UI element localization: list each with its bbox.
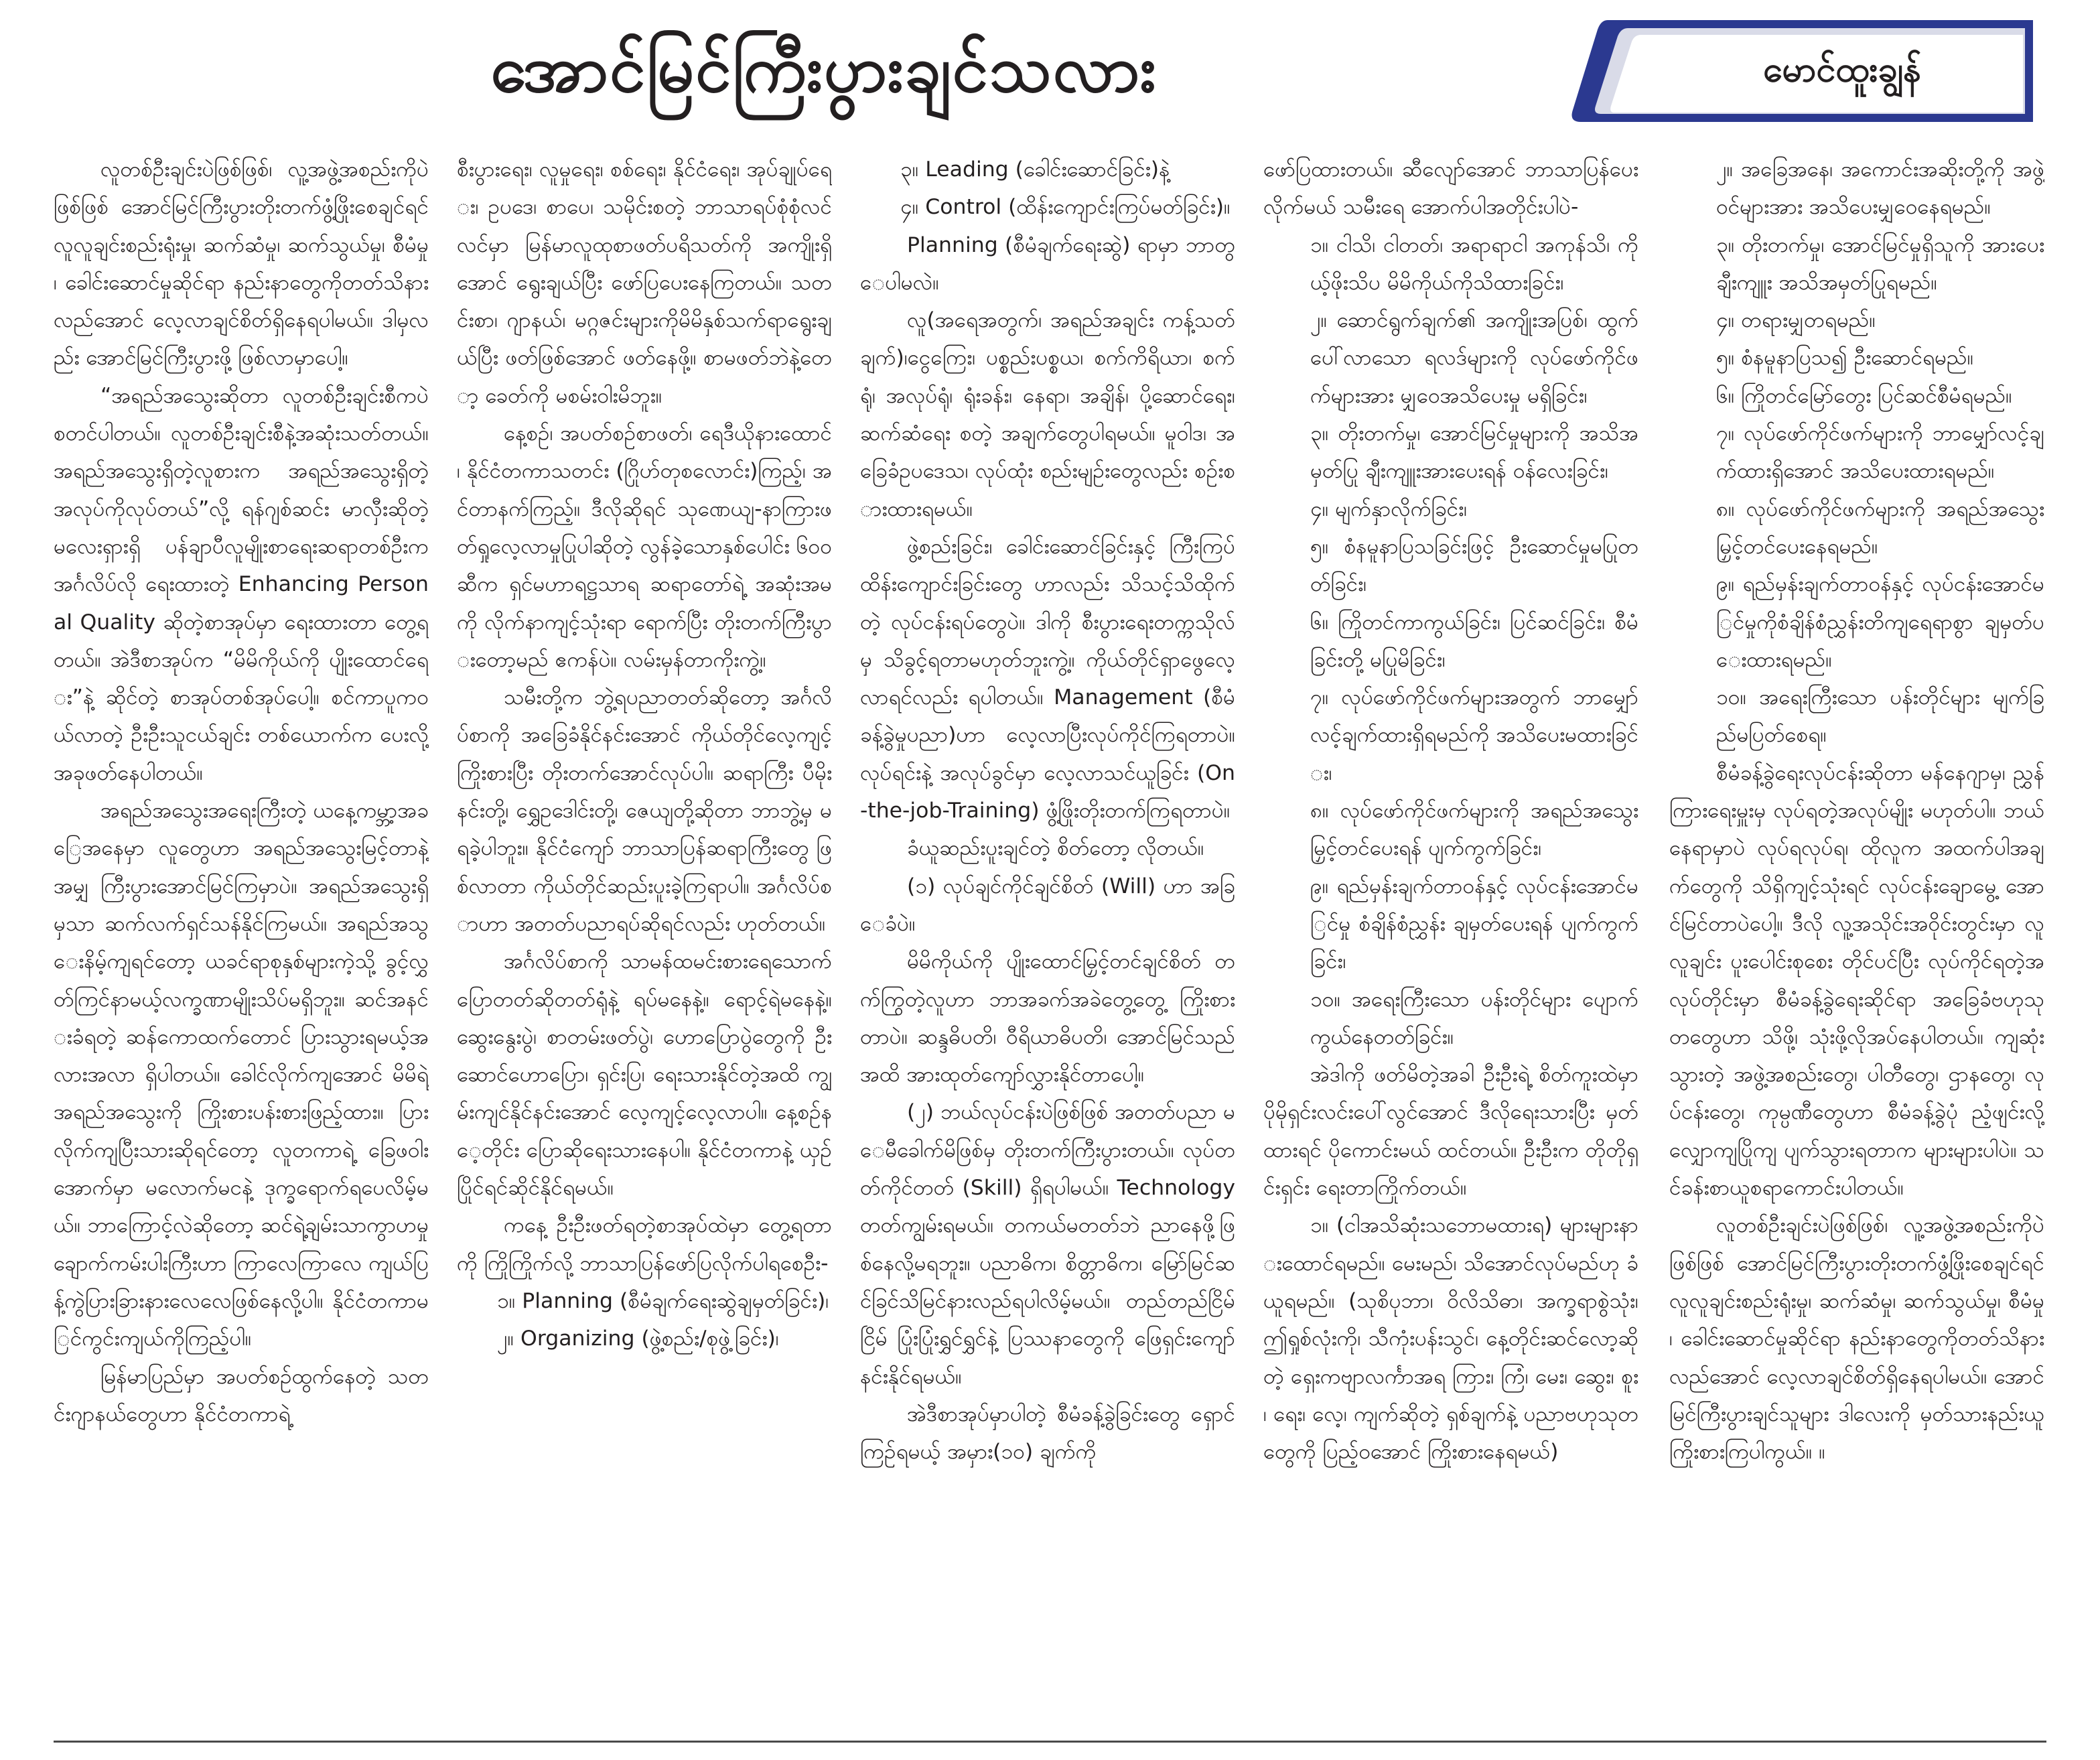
list-item: ၁၀။ အရေးကြီးသော ပန်းတိုင်များ မျက်ခြည်မပြတ်စေရ။	[1716, 685, 2044, 748]
byline-box	[1561, 15, 2038, 125]
paragraph: အဲဒါကို ဖတ်မိတဲ့အခါ ဦးဦးရဲ့ စိတ်ကူးထဲမှာ ပိုမိုရှင်းလင်းပေါ်လွင်အောင် ဒီလိုရေးသားပြီး မှတ်ထားရင် ပိုကောင်းမယ် ထင်တယ်။ ဦးဦးက တိုတိုရှင်းရှင်း ရေးတာကြိုက်တယ်။	[1263, 1063, 1638, 1201]
column-1	[54, 151, 429, 1718]
paragraph: သမီးတို့က ဘွဲ့ရပညာတတ်ဆိုတော့ အင်္ဂလိပ်စာကို အခြေခံနိုင်နင်းအောင် ကိုယ်တိုင်လေ့ကျင့်ကြိုးစားပြီး တိုးတက်အောင်လုပ်ပါ။ ဆရာကြီး ပီမိုးနင်းတို့၊ ရွှေဥဒေါင်းတို့၊ ဇေယျတို့ဆိုတာ ဘာဘွဲ့မှ မရခဲ့ပါဘူး။ နိုင်ငံကျော် ဘာသာပြန်ဆရာကြီးတွေ ဖြစ်လာတာ ကိုယ်တိုင်ဆည်းပူးခဲ့ကြရာပါ။ အင်္ဂလိပ်စာဟာ အတတ်ပညာရပ်ဆိုရင်လည်း ဟုတ်တယ်။	[457, 685, 832, 936]
list-item: ၅။ စံနမူနာပြသခြင်းဖြင့် ဦးဆောင်မှုမပြုတတ်ခြင်း၊	[1310, 534, 1638, 597]
paragraph: အဲဒီစာအုပ်မှာပါတဲ့ စီမံခန့်ခွဲခြင်းတွေ ရှောင်ကြဉ်ရမယ့် အမှား(၁၀) ချက်ကို	[860, 1402, 1235, 1465]
paragraph: မိမိကိုယ်ကို ပျိုးထောင်မြှင့်တင်ချင်စိတ် တက်ကြွတဲ့လူဟာ ဘာအခက်အခဲတွေ့တွေ့ ကြိုးစားတာပဲ။ ဆန္ဒဓိပတိ၊ ဝီရိယာဓိပတိ၊ အောင်မြင်သည်အထိ အားထုတ်ကျော်လွှားနိုင်တာပေါ့။	[860, 949, 1235, 1087]
column-5	[1669, 151, 2044, 1718]
list-item: ၁။ Planning (စီမံချက်ရေးဆွဲချမှတ်ခြင်း)၊	[497, 1288, 829, 1313]
article-headline: အောင်မြင်ကြီးပွားချင်သလား	[490, 31, 1158, 107]
paragraph: ဖွဲ့စည်းခြင်း၊ ခေါင်းဆောင်ခြင်းနှင့် ကြီးကြပ်ထိန်းကျောင်းခြင်းတွေ ဟာလည်း သိသင့်သိထိုက်တဲ့ လုပ်ငန်းရပ်တွေပဲ။ ဒါကို စီးပွားရေးတက္ကသိုလ်မှ သိခွင့်ရတာမဟုတ်ဘူးကွဲ့။ ကိုယ်တိုင်ရှာဖွေလေ့လာရင်လည်း ရပါတယ်။ Management (စီမံခန့်ခွဲမှုပညာ)ဟာ လေ့လာပြီးလုပ်ကိုင်ကြရတာပဲ။ လုပ်ရင်းနဲ့ အလုပ်ခွင်မှာ လေ့လာသင်ယူခြင်း (On-the-job-Training) ဖွံ့ဖြိုးတိုးတက်ကြရတာပဲ။	[860, 534, 1235, 823]
paragraph: ကနေ့ ဦးဦးဖတ်ရတဲ့စာအုပ်ထဲမှာ တွေ့ရတာကို ကြိုကြိုက်လို့ ဘာသာပြန်ဖော်ပြလိုက်ပါရစေဦး-	[457, 1213, 832, 1276]
paragraph: စီမံခန့်ခွဲရေးလုပ်ငန်းဆိုတာ မန်နေဂျာမှ၊ ညွှန်ကြားရေးမှူးမှ လုပ်ရတဲ့အလုပ်မျိုး မဟုတ်ပါ။ ဘယ်နေရာမှာပဲ လုပ်ရလုပ်ရ၊ ထိုလူက အထက်ပါအချက်တွေကို သိရှိကျင့်သုံးရင် လုပ်ငန်းချောမွေ့ အောင်မြင်တာပဲပေါ့။ ဒီလို လူ့အသိုင်းအဝိုင်းတွင်းမှာ လူလူချင်း ပူးပေါင်းစုစေး တိုင်ပင်ပြီး လုပ်ကိုင်ရတဲ့အလုပ်တိုင်းမှာ စီမံခန့်ခွဲရေးဆိုင်ရာ အခြေခံဗဟုသုတတွေဟာ သိဖို့၊ သုံးဖို့လိုအပ်နေပါတယ်။ ကျဆုံးသွားတဲ့ အဖွဲ့အစည်းတွေ၊ ပါတီတွေ၊ ဌာနတွေ၊ လုပ်ငန်းတွေ၊ ကုမ္ပဏီတွေဟာ စီမံခန့်ခွဲပုံ ညံ့ဖျင်းလို့ လျှောကျပြိုကျ ပျက်သွားရတာက များများပါပဲ။ သင်ခန်းစာယူစရာကောင်းပါတယ်။	[1669, 760, 2044, 1201]
article-body	[54, 151, 2046, 1718]
paragraph: မြန်မာပြည်မှာ အပတ်စဉ်ထွက်နေတဲ့ သတင်းဂျာနယ်တွေဟာ နိုင်ငံတကာရဲ့	[54, 1364, 429, 1426]
paragraph: Planning (စီမံချက်ရေးဆွဲ) ရာမှာ ဘာတွေပါမလဲ။	[860, 232, 1235, 295]
column-4	[1263, 151, 1638, 1718]
paragraph: လူတစ်ဦးချင်းပဲဖြစ်ဖြစ်၊ လူ့အဖွဲ့အစည်းကိုပဲဖြစ်ဖြစ် အောင်မြင်ကြီးပွားတိုးတက်ဖွံ့ဖြိုးစေချင်ရင် လူလူချင်းစည်းရုံးမှု၊ ဆက်ဆံမှု၊ ဆက်သွယ်မှု၊ စီမံမှု၊ ခေါင်းဆောင်မှုဆိုင်ရာ နည်းနာတွေကိုတတ်သိနားလည်အောင် လေ့လာချင်စိတ်ရှိနေရပါမယ်။ ဒါမှလည်း အောင်မြင်ကြီးပွားဖို့ ဖြစ်လာမှာပေါ့။	[54, 157, 429, 370]
column-2	[457, 151, 832, 1718]
list-item: ၈။ လုပ်ဖော်ကိုင်ဖက်များကို အရည်အသွေးမြှင့်တင်ပေးနေရမည်။	[1716, 496, 2044, 559]
list-item: ၉။ ရည်မှန်းချက်တာဝန်နှင့် လုပ်ငန်းအောင်မြင်မှုကိုစံချိန်စံညွှန်းတိကျရေရာစွာ ချမှတ်ပေးထားရမည်။	[1716, 572, 2044, 672]
paragraph: အရည်အသွေးအရေးကြီးတဲ့ ယနေ့ကမ္ဘာ့အခြေအနေမှာ လူတွေဟာ အရည်အသွေးမြင့်တာနဲ့အမျှ ကြီးပွားအောင်မြင်ကြမှာပဲ။ အရည်အသွေးရှိမှသာ ဆက်လက်ရှင်သန်နိုင်ကြမယ်။ အရည်အသွေးနိမ့်ကျရင်တော့ ယခင်ရာစုနှစ်များကဲ့သို့ ခွင့်လွှတ်ကြင်နာမယ့်လက္ခဏာမျိုးသိပ်မရှိဘူး။ ဆင်အနင်းခံရတဲ့ ဆန်ကောထက်တောင် ပြားသွားရမယ့်အလားအလာ ရှိပါတယ်။ ခေါင်လိုက်ကျအောင် မိမိရဲ့ အရည်အသွေးကို ကြိုးစားပန်းစားဖြည့်ထား။ ပြားလိုက်ကျပြီးသားဆိုရင်တော့ လူတကာရဲ့ ခြေဖဝါးအောက်မှာ မလောက်မငနဲ့ ဒုက္ခရောက်ရပေလိမ့်မယ်။ ဘာကြောင့်လဲဆိုတော့ ဆင်ရဲ့ချမ်းသာကွာဟမှုချောက်ကမ်းပါးကြီးဟာ ကြာလေကြာလေ ကျယ်ပြန့်ကွဲပြားခြားနားလေလေဖြစ်နေလို့ပါ။ နိုင်ငံတကာမြင်ကွင်းကျယ်ကိုကြည့်ပါ။	[54, 799, 429, 1351]
list-item: ၅။ စံနမူနာပြသ၍ ဦးဆောင်ရမည်။	[1716, 346, 1974, 370]
list-item: ၃။ တိုးတက်မှု၊ အောင်မြင်မှုများကို အသိအမှတ်ပြု ချီးကျူးအားပေးရန် ဝန်လေးခြင်း၊	[1310, 421, 1638, 484]
paragraph: ဖော်ပြထားတယ်။ ဆီလျော်အောင် ဘာသာပြန်ပေးလိုက်မယ် သမီးရေ အောက်ပါအတိုင်းပါပဲ-	[1263, 157, 1638, 220]
paragraph: ခံယူဆည်းပူးချင်တဲ့ စိတ်တော့ လိုတယ်။	[907, 836, 1204, 861]
paragraph: “အရည်အသွေးဆိုတာ လူတစ်ဦးချင်းစီကပဲ စတင်ပါတယ်။ လူတစ်ဦးချင်းစီနဲ့အဆုံးသတ်တယ်။ အရည်အသွေးရှိတဲ့လူစားက အရည်အသွေးရှိတဲ့ အလုပ်ကိုလုပ်တယ်”လို့ ရန်ဂျစ်ဆင်း မာလှီးဆိုတဲ့ မလေးရှားရှိ ပန်ချာပီလူမျိုးစာရေးဆရာတစ်ဦးက အင်္ဂလိပ်လို ရေးထားတဲ့ Enhancing Personal Quality ဆိုတဲ့စာအုပ်မှာ ရေးထားတာ တွေ့ရတယ်။ အဲဒီစာအုပ်က “မိမိကိုယ်ကို ပျိုးထောင်ရေး”နဲ့ ဆိုင်တဲ့ စာအုပ်တစ်အုပ်ပေါ့။ စင်ကာပူကဝယ်လာတဲ့ ဦးဦးသူငယ်ချင်း တစ်ယောက်က ပေးလို့ အခုဖတ်နေပါတယ်။	[54, 383, 429, 785]
paragraph: အင်္ဂလိပ်စာကို သာမန်ထမင်းစားရေသောက် ပြောတတ်ဆိုတတ်ရုံနဲ့ ရပ်မနေနဲ့။ ရောင့်ရဲမနေနဲ့။ ဆွေးနွေးပွဲ၊ စာတမ်းဖတ်ပွဲ၊ ဟောပြောပွဲတွေကို ဦးဆောင်ဟောပြော၊ ရှင်းပြ၊ ရေးသားနိုင်တဲ့အထိ ကျွမ်းကျင်နိုင်နင်းအောင် လေ့ကျင့်လေ့လာပါ။ နေ့စဉ်နေ့တိုင်း ပြောဆိုရေးသားနေပါ။ နိုင်ငံတကာနဲ့ ယှဉ်ပြိုင်ရင်ဆိုင်နိုင်ရမယ်။	[457, 949, 832, 1201]
list-item: ၄။ Control (ထိန်းကျောင်းကြပ်မတ်ခြင်း)။	[900, 195, 1231, 220]
list-item: ၆။ ကြိုတင်မြော်တွေး ပြင်ဆင်စီမံရမည်။	[1716, 383, 2012, 408]
list-item: ၂။ Organizing (ဖွဲ့စည်း/စုဖွဲ့ခြင်း)၊	[497, 1327, 779, 1351]
paragraph: စီးပွားရေး၊ လူမှုရေး၊ စစ်ရေး၊ နိုင်ငံရေး၊ အုပ်ချုပ်ရေး၊ ဥပဒေ၊ စာပေ၊ သမိုင်းစတဲ့ ဘာသာရပ်စုံစုံလင်လင်မှာ မြန်မာလူထုစာဖတ်ပရိသတ်ကို အကျိုးရှိအောင် ရွေးချယ်ပြီး ဖော်ပြပေးနေကြတယ်။ သတင်းစာ၊ ဂျာနယ်၊ မဂ္ဂဇင်းများကိုမိမိနှစ်သက်ရာရွေးချယ်ပြီး ဖတ်ဖြစ်အောင် ဖတ်နေဖို့။ စာမဖတ်ဘဲနဲ့တော့ ခေတ်ကို မစမ်းဝါးမိဘူး။	[457, 157, 832, 408]
list-item: ၆။ ကြိုတင်ကာကွယ်ခြင်း၊ ပြင်ဆင်ခြင်း၊ စီမံခြင်းတို့ မပြုမိခြင်း၊	[1310, 610, 1638, 672]
list-item: ၄။ မျက်နှာလိုက်ခြင်း၊	[1310, 496, 1468, 521]
paragraph: လူ(အရေအတွက်၊ အရည်အချင်း ကန့်သတ်ချက်)၊ငွေကြေး၊ ပစ္စည်းပစ္စယ၊ စက်ကိရိယာ၊ စက်ရုံ၊ အလုပ်ရုံ၊ ရုံးခန်း၊ နေရာ၊ အချိန်၊ ပို့ဆောင်ရေး၊ ဆက်ဆံရေး စတဲ့ အချက်တွေပါရမယ်။ မူဝါဒ၊ အခြေခံဥပဒေသ၊ လုပ်ထုံး စည်းမျဉ်းတွေလည်း စဉ်းစားထားရမယ်။	[860, 308, 1235, 521]
list-item: ၇။ လုပ်ဖော်ကိုင်ဖက်များအတွက် ဘာမျှော်လင့်ချက်ထားရှိရမည်ကို အသိပေးမထားခြင်း၊	[1310, 685, 1638, 785]
list-item: ၂။ ဆောင်ရွက်ချက်၏ အကျိုးအပြစ်၊ ထွက်ပေါ်လာသော ရလဒ်များကို လုပ်ဖော်ကိုင်ဖက်များအား မျှဝေအသိပေးမှု မရှိခြင်း၊	[1310, 308, 1638, 408]
list-item: ၁၀။ အရေးကြီးသော ပန်းတိုင်များ ပျောက်ကွယ်နေတတ်ခြင်း။	[1310, 987, 1638, 1049]
paragraph: ၁။ (ငါအသိဆုံးသဘောမထားရ) များများနားထောင်ရမည်။ မေးမည်၊ သိအောင်လုပ်မည်ဟု ခံယူရမည်။ (သုစိပုဘာ၊ ဝိလိသိဓာ၊ အက္ခရာစွဲသုံး၊ ဤရှုစ်လုံးကို၊ သီကုံးပန်းသွင်၊ နေ့တိုင်းဆင်လော့ဆိုတဲ့ ရှေးကဗျာလင်္ကာအရ ကြား၊ ကြံ၊ မေး၊ ဆွေး၊ စူး၊ ရေး၊ လေ့၊ ကျက်ဆိုတဲ့ ရှစ်ချက်နဲ့ ပညာဗဟုသုတတွေကို ပြည့်ဝအောင် ကြိုးစားနေရမယ်)	[1263, 1213, 1638, 1465]
paragraph: နေ့စဉ်၊ အပတ်စဉ်စာဖတ်၊ ရေဒီယိုနားထောင်၊ နိုင်ငံတကာသတင်း (ဂြိုဟ်တုစလောင်း)ကြည့်၊ အင်တာနက်ကြည့်။ ဒီလိုဆိုရင် သုဏေယျ-နာကြားဖတ်ရှုလေ့လာမှုပြုပါဆိုတဲ့ လွန်ခဲ့သောနှစ်ပေါင်း ၆၀၀ ဆီက ရှင်မဟာရဋ္ဌသာရ ဆရာတော်ရဲ့ အဆုံးအမကို လိုက်နာကျင့်သုံးရာ ရောက်ပြီး တိုးတက်ကြီးပွားတော့မည် ဧကန်ပဲ။ လမ်းမှန်တာကိုးကွဲ့။	[457, 421, 832, 672]
list-item: ၂။ အခြေအနေ၊ အကောင်းအဆိုးတို့ကို အဖွဲ့ဝင်များအား အသိပေးမျှဝေနေရမည်။	[1716, 157, 2044, 220]
list-item: ၃။ တိုးတက်မှု၊ အောင်မြင်မှုရှိသူကို အားပေးချီးကျူး အသိအမှတ်ပြုရမည်။	[1716, 232, 2044, 295]
list-item: ၉။ ရည်မှန်းချက်တာဝန်နှင့် လုပ်ငန်းအောင်မြင်မှု စံချိန်စံညွှန်း ချမှတ်ပေးရန် ပျက်ကွက်ခြင်း၊	[1310, 874, 1638, 974]
paragraph: (၁) လုပ်ချင်ကိုင်ချင်စိတ် (Will) ဟာ အခြေခံပဲ။	[860, 874, 1235, 936]
list-item: ၄။ တရားမျှတရမည်။	[1716, 308, 1876, 333]
column-3	[860, 151, 1235, 1718]
list-item: ၈။ လုပ်ဖော်ကိုင်ဖက်များကို အရည်အသွေးမြှင့်တင်ပေးရန် ပျက်ကွက်ခြင်း၊	[1310, 799, 1638, 861]
bottom-rule	[54, 1741, 2046, 1743]
list-item: ၇။ လုပ်ဖော်ကိုင်ဖက်များကို ဘာမျှော်လင့်ချက်ထားရှိအောင် အသိပေးထားရမည်။	[1716, 421, 2044, 484]
paragraph: (၂) ဘယ်လုပ်ငန်းပဲဖြစ်ဖြစ် အတတ်ပညာ မေမီခေါက်မိဖြစ်မှ တိုးတက်ကြီးပွားတယ်။ လုပ်တတ်ကိုင်တတ် (Skill) ရှိရပါမယ်။ Technology တတ်ကျွမ်းရမယ်။ တကယ်မတတ်ဘဲ ညာနေဖို့ဖြစ်နေလို့မရဘူး။ ပညာဓိက၊ စိတ္တာဓိက၊ မြော်မြင်ဆင်ခြင်သိမြင်နားလည်ရပါလိမ့်မယ်။ တည်တည်ငြိမ်ငြိမ် ပြုံးပြုံးရွှင်ရွှင်နဲ့ ပြဿနာတွေကို ဖြေရှင်းကျော်နင်းနိုင်ရမယ်။	[860, 1100, 1235, 1389]
list-item: ၃။ Leading (ခေါင်းဆောင်ခြင်း)နဲ့	[900, 157, 1170, 182]
byline-author: မောင်ထူးချွန်	[1762, 50, 1922, 90]
list-item: ၁။ ငါသိ၊ ငါတတ်၊ အရာရာငါ အကုန်သိ၊ ကိုယ့်ဖိုးသိပ မိမိကိုယ်ကိုသိထားခြင်း၊	[1310, 232, 1638, 295]
paragraph: လူတစ်ဦးချင်းပဲဖြစ်ဖြစ်၊ လူ့အဖွဲ့အစည်းကိုပဲဖြစ်ဖြစ် အောင်မြင်ကြီးပွားတိုးတက်ဖွံ့ဖြိုးစေချင်ရင် လူလူချင်းစည်းရုံးမှု၊ ဆက်ဆံမှု၊ ဆက်သွယ်မှု၊ စီမံမှု၊ ခေါင်းဆောင်မှုဆိုင်ရာ နည်းနာတွေကိုတတ်သိနားလည်အောင် လေ့လာချင်စိတ်ရှိနေရပါမယ်။ အောင်မြင်ကြီးပွားချင်သူများ ဒါလေးကို မှတ်သားနည်းယူကြိုးစားကြပါကွယ်။ ။	[1669, 1213, 2044, 1465]
